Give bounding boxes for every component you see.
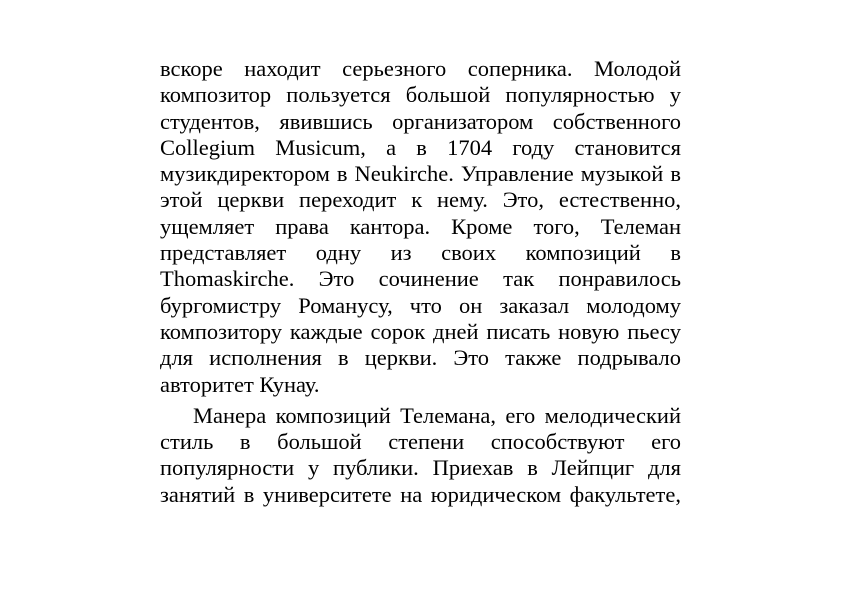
text-line: представляет одну из своих композиций в bbox=[160, 240, 681, 266]
text-line: музикдиректором в Neukirche. Управление музыкой в bbox=[160, 161, 681, 187]
text-line: авторитет Кунау. bbox=[160, 371, 320, 397]
text-line: вскоре находит серьезного соперника. Молодой bbox=[160, 56, 681, 81]
paragraph-2 bbox=[160, 403, 681, 508]
body-text bbox=[160, 56, 681, 508]
text-line: Thomaskirche. Это сочинение так понравилось bbox=[160, 266, 681, 292]
paragraph-1 bbox=[160, 56, 681, 398]
text-line: композитор пользуется большой популярностью у bbox=[160, 82, 681, 108]
text-line: занятий в университете на юридическом факультете, bbox=[160, 481, 681, 507]
text-line: бургомистру Романусу, что он заказал молодому bbox=[160, 292, 681, 318]
text-line: композитору каждые сорок дней писать новую пьесу bbox=[160, 318, 681, 344]
text-line: Collegium Musicum, а в 1704 году становится bbox=[160, 134, 681, 160]
text-line: популярности у публики. Приехав в Лейпциг для bbox=[160, 455, 681, 481]
text-line: для исполнения в церкви. Это также подрывало bbox=[160, 345, 681, 371]
text-line: Манера композиций Телемана, его мелодический bbox=[193, 402, 681, 428]
text-line: стиль в большой степени способствуют его bbox=[160, 429, 681, 455]
text-line: ущемляет права кантора. Кроме того, Телеман bbox=[160, 213, 681, 239]
text-line: студентов, явившись организатором собственного bbox=[160, 108, 681, 134]
text-line: этой церкви переходит к нему. Это, естественно, bbox=[160, 187, 681, 213]
